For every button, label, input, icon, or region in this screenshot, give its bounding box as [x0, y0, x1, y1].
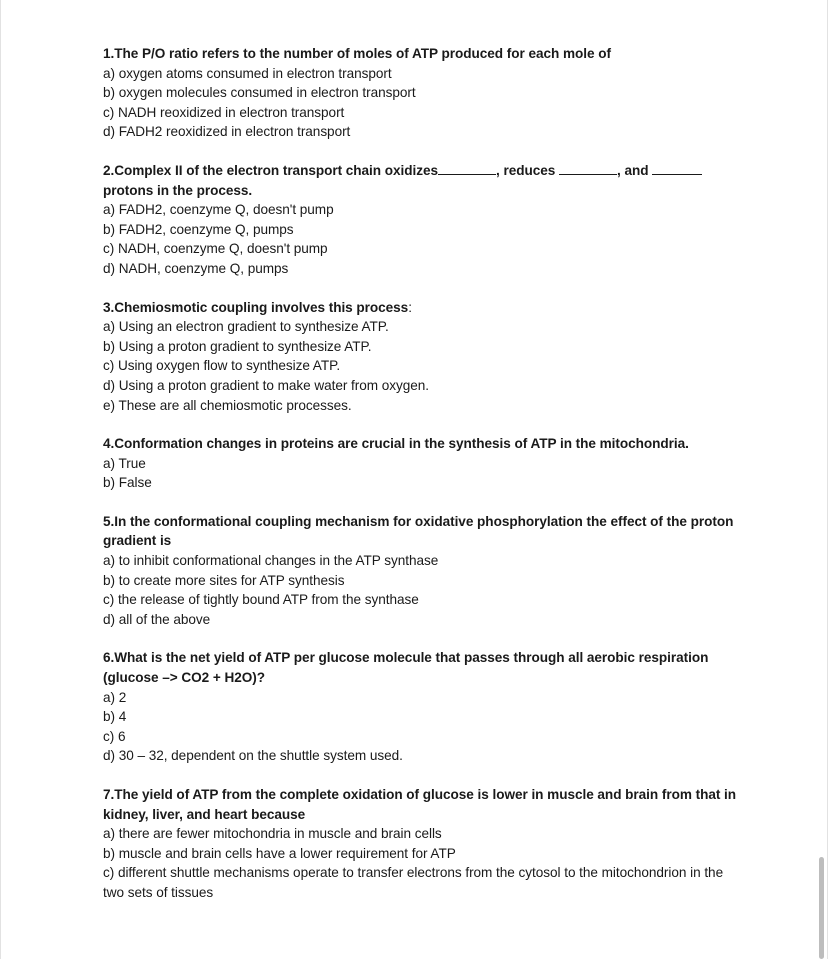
- question-1: [103, 44, 743, 142]
- blank-3: [652, 162, 702, 175]
- question-2-option-d: d) NADH, coenzyme Q, pumps: [103, 260, 289, 276]
- question-3-option-b: b) Using a proton gradient to synthesize ATP.: [103, 338, 372, 354]
- question-6-option-b: b) 4: [103, 709, 127, 725]
- question-2-option-a: a) FADH2, coenzyme Q, doesn't pump: [103, 202, 334, 218]
- question-1-option-c: c) NADH reoxidized in electron transport: [103, 104, 345, 120]
- question-6-option-a: a) 2: [103, 689, 127, 705]
- question-list: [103, 44, 743, 922]
- question-1-option-b: b) oxygen molecules consumed in electron transport: [103, 85, 416, 101]
- question-2-title: [103, 161, 743, 200]
- question-7-option-a: a) there are fewer mitochondria in muscle and brain cells: [103, 826, 442, 842]
- question-3-title-colon: :: [408, 299, 412, 315]
- question-2-option-c: c) NADH, coenzyme Q, doesn't pump: [103, 241, 328, 257]
- question-3-title: [103, 298, 743, 318]
- question-7: [103, 785, 743, 903]
- question-3-option-c: c) Using oxygen flow to synthesize ATP.: [103, 358, 341, 374]
- question-4-option-b: b) False: [103, 475, 152, 491]
- question-2-title-part-4: protons in the process.: [103, 182, 253, 198]
- question-3-option-d: d) Using a proton gradient to make water from oxygen.: [103, 377, 430, 393]
- question-5-title: 5.In the conformational coupling mechanism for oxidative phosphorylation the effect of the proton gradient is: [103, 513, 734, 549]
- question-5-option-c: c) the release of tightly bound ATP from the synthase: [103, 592, 419, 608]
- question-1-title: 1.The P/O ratio refers to the number of moles of ATP produced for each mole of: [103, 46, 611, 61]
- question-2-title-part-2: , reduces: [496, 162, 556, 178]
- question-2: [103, 161, 743, 279]
- question-6-title: 6.What is the net yield of ATP per glucose molecule that passes through all aerobic respiration (glucose –> CO2 + H2O)?: [103, 650, 709, 686]
- question-5: [103, 512, 743, 630]
- question-1-option-a: a) oxygen atoms consumed in electron transport: [103, 65, 392, 81]
- scrollbar-thumb[interactable]: [819, 857, 824, 959]
- question-3: [103, 298, 743, 416]
- question-1-option-d: d) FADH2 reoxidized in electron transport: [103, 124, 351, 140]
- blank-1: [438, 162, 496, 175]
- question-3-option-a: a) Using an electron gradient to synthesize ATP.: [103, 319, 389, 335]
- question-2-option-b: b) FADH2, coenzyme Q, pumps: [103, 221, 294, 237]
- question-3-option-e: e) These are all chemiosmotic processes.: [103, 397, 352, 413]
- question-6: [103, 648, 743, 766]
- question-5-option-a: a) to inhibit conformational changes in the ATP synthase: [103, 553, 439, 569]
- question-6-option-c: c) 6: [103, 728, 126, 744]
- question-5-option-b: b) to create more sites for ATP synthesis: [103, 572, 345, 588]
- question-7-option-c: c) different shuttle mechanisms operate to transfer electrons from the cytosol to the mitochondrion in the two sets of tissues: [103, 865, 724, 900]
- question-4: [103, 434, 743, 493]
- blank-2: [559, 162, 617, 175]
- question-5-option-d: d) all of the above: [103, 611, 211, 627]
- question-3-title-text: 3.Chemiosmotic coupling involves this process: [103, 299, 409, 315]
- question-2-title-part-3: , and: [616, 162, 649, 178]
- question-7-title: 7.The yield of ATP from the complete oxidation of glucose is lower in muscle and brain from that in kidney, liver, and heart because: [103, 787, 737, 822]
- question-2-title-part-1: 2.Complex II of the electron transport chain oxidizes: [103, 162, 438, 178]
- question-6-option-d: d) 30 – 32, dependent on the shuttle system used.: [103, 748, 403, 764]
- question-4-option-a: a) True: [103, 455, 146, 471]
- question-4-title: 4.Conformation changes in proteins are crucial in the synthesis of ATP in the mitochondria.: [103, 436, 689, 452]
- question-7-option-b: b) muscle and brain cells have a lower requirement for ATP: [103, 845, 456, 861]
